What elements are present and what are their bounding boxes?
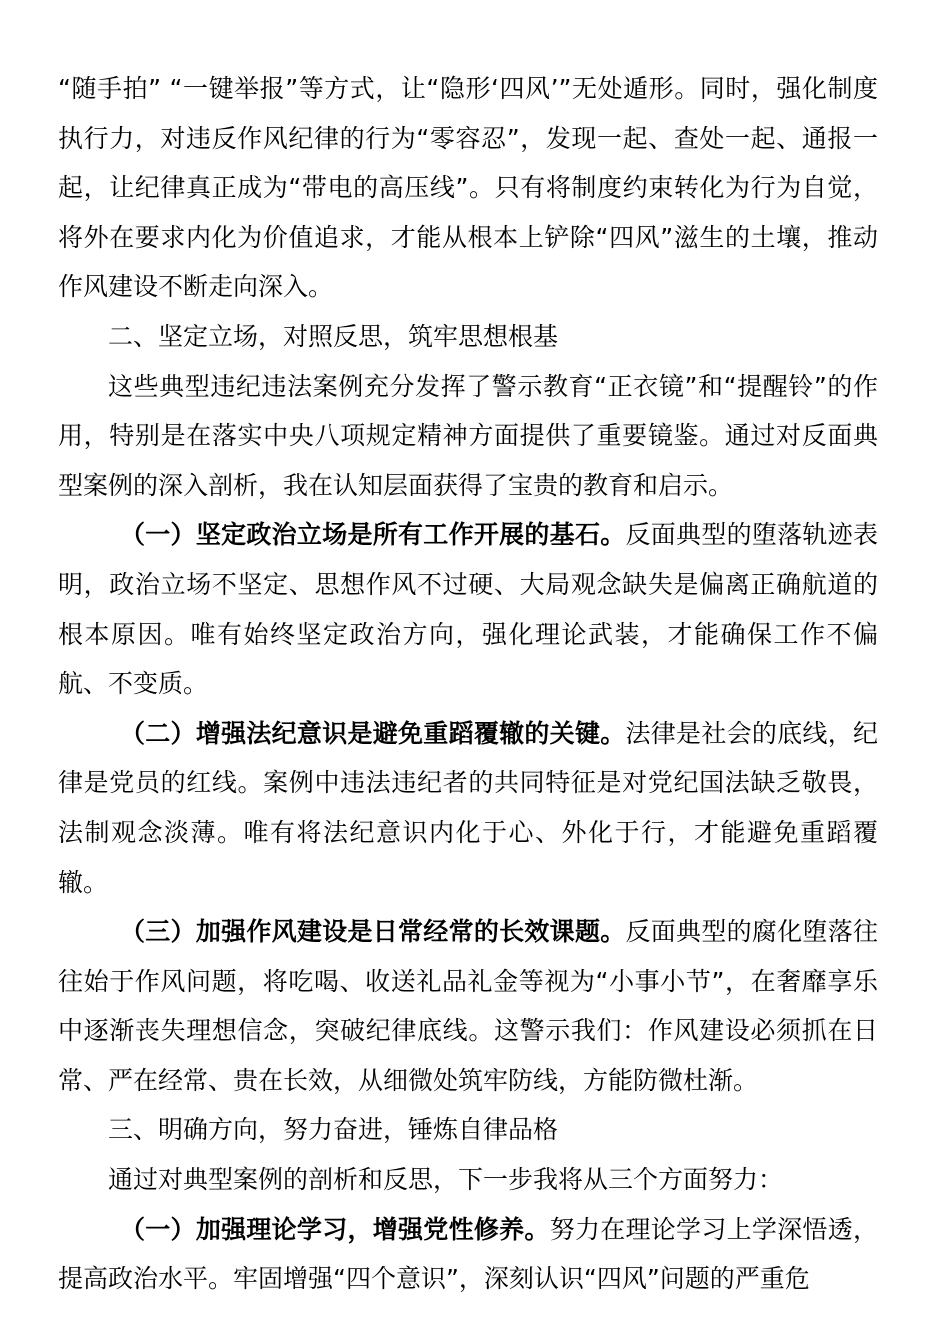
subsection-text: 法律是社会的底线，纪律是党员的红线。案例中违法违纪者的共同特征是对党纪国法缺乏敬畏，法制观念淡薄。唯有将法纪意识内化于心、外化于行，才能避免重蹈覆辙。 [58, 718, 878, 897]
subsection-title: （一）加强理论学习，增强党性修养。 [120, 1214, 550, 1244]
subsection-text: 努力在理论学习上学深悟透，提高政治水平。牢固增强“四个意识”，深刻认识“四风”问题的严重危 [58, 1214, 878, 1294]
section-heading-3: 三、明确方向，努力奋进，锤炼自律品格 [108, 1115, 559, 1145]
body-paragraph-continued: “随手拍” “一键举报”等方式，让“隐形‘四风’”无处遁形。同时，强化制度执行力，对违反作风纪律的行为“零容忍”，发现一起、查处一起、通报一起，让纪律真正成为“带电的高压线”。只有将制度约束转化为行为自觉，将外在要求内化为价值追求，才能从根本上铲除“四风”滋生的土壤，推动作风建设不断走向深入。 [58, 74, 878, 302]
body-paragraph: 这些典型违纪违法案例充分发挥了警示教育“正衣镜”和“提醒铃”的作用，特别是在落实中央八项规定精神方面提供了重要镜鉴。通过对反面典型案例的深入剖析，我在认知层面获得了宝贵的教育和启示。 [58, 371, 878, 500]
subsection-paragraph-3 [58, 907, 878, 1105]
section-heading-2: 二、坚定立场，对照反思，筑牢思想根基 [108, 321, 559, 351]
subsection-text: 反面典型的堕落轨迹表明，政治立场不坚定、思想作风不过硬、大局观念缺失是偏离正确航道的根本原因。唯有始终坚定政治方向，强化理论武装，才能确保工作不偏航、不变质。 [58, 520, 878, 699]
document-page [58, 64, 878, 1304]
subsection-text: 反面典型的腐化堕落往往始于作风问题，将吃喝、收送礼品礼金等视为“小事小节”，在奢靡享乐中逐渐丧失理想信念，突破纪律底线。这警示我们：作风建设必须抓在日常、严在经常、贵在长效，从细微处筑牢防线，方能防微杜渐。 [58, 917, 878, 1095]
subsection-paragraph-1 [58, 510, 878, 708]
subsection-paragraph-4 [58, 1205, 878, 1304]
subsection-paragraph-2 [58, 709, 878, 907]
subsection-title: （一）坚定政治立场是所有工作开展的基石。 [120, 520, 626, 550]
subsection-title: （二）增强法纪意识是避免重蹈覆辙的关键。 [120, 718, 626, 748]
subsection-title: （三）加强作风建设是日常经常的长效课题。 [120, 917, 626, 947]
body-paragraph: 通过对典型案例的剖析和反思，下一步我将从三个方面努力： [108, 1165, 784, 1195]
